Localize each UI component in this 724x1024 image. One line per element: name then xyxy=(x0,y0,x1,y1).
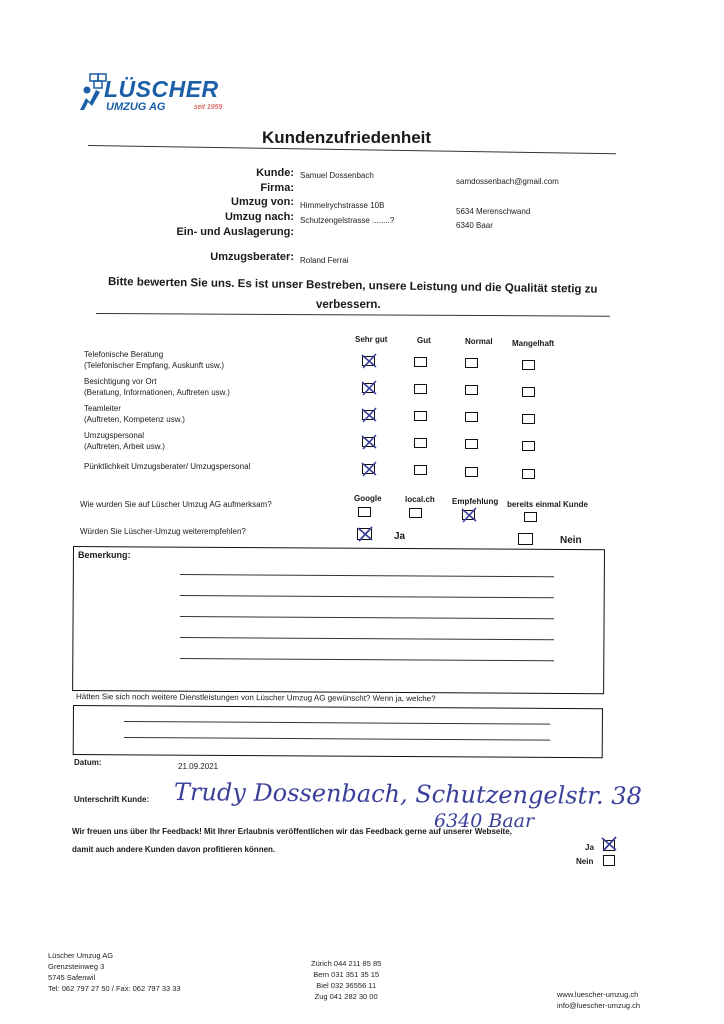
von-city: 5634 Merenschwand xyxy=(456,207,531,216)
nach-city: 6340 Baar xyxy=(456,221,493,230)
recommend-question: Würden Sie Lüscher-Umzug weiterempfehlen? xyxy=(80,527,246,536)
nach-value: Schutzengelstrasse ........? xyxy=(300,216,395,225)
kunde-value: Samuel Dossenbach xyxy=(300,171,374,180)
rating-checkbox[interactable] xyxy=(465,439,478,449)
recommend-no-checkbox[interactable] xyxy=(518,533,533,545)
feedback-line-1: Wir freuen uns über Ihr Feedback! Mit Ihrer Erlaubnis veröffentlichen wir das Feedback gerne auf unserer Webseite, xyxy=(72,827,512,836)
footer-branch-line: Zug 041 282 30 00 xyxy=(314,992,378,1001)
col-sehr-gut: Sehr gut xyxy=(355,335,388,344)
recommend-no-label: Nein xyxy=(560,535,582,546)
footer-branch-line: Zürich 044 211 85 85 xyxy=(311,959,382,968)
rating-row-label xyxy=(84,349,224,371)
rating-checkbox[interactable] xyxy=(465,412,478,422)
rating-checkbox[interactable] xyxy=(522,441,535,451)
firma-label: Firma: xyxy=(260,182,294,194)
footer-website-link[interactable]: www.luescher-umzug.ch xyxy=(557,990,639,999)
col-gut: Gut xyxy=(417,336,431,345)
remark-box[interactable] xyxy=(72,546,605,694)
col-mangelhaft: Mangelhaft xyxy=(512,339,555,348)
von-value: Himmelrychstrasse 10B xyxy=(300,201,385,210)
footer-branches xyxy=(311,958,381,1002)
berater-label: Umzugsberater: xyxy=(210,251,294,263)
signature-line-2: 6340 Baar xyxy=(434,810,535,832)
signature-label: Unterschrift Kunde: xyxy=(74,795,150,804)
footer-address-line: Tel: 062 797 27 50 / Fax: 062 797 33 33 xyxy=(48,984,181,993)
company-since: seit 1959 xyxy=(194,104,223,111)
source-option-google: Google xyxy=(354,494,382,503)
nach-label: Umzug nach: xyxy=(224,211,294,223)
footer-branch-line: Biel 032 36556 11 xyxy=(316,981,377,990)
footer-address-line: 5745 Safenwil xyxy=(48,973,96,982)
page-title: Kundenzufriedenheit xyxy=(262,128,432,147)
footer-address xyxy=(48,950,181,994)
check-mark-icon xyxy=(360,461,378,477)
einlager-label: Ein- und Auslagerung: xyxy=(176,226,294,238)
rating-checkbox[interactable] xyxy=(414,357,427,367)
source-checkbox-google[interactable] xyxy=(358,507,371,517)
footer-address-line: Grenzsteinweg 3 xyxy=(48,962,105,971)
footer-address-line: Lüscher Umzug AG xyxy=(48,951,114,960)
feedback-no-checkbox[interactable] xyxy=(603,855,615,866)
rating-row-title: Umzugspersonal xyxy=(84,431,145,440)
recommend-yes-label: Ja xyxy=(394,531,406,542)
rating-checkbox[interactable] xyxy=(414,384,427,394)
rating-row-title: Teamleiter xyxy=(84,404,121,413)
remark-label: Bemerkung: xyxy=(78,550,131,560)
rating-row-label xyxy=(84,430,165,452)
rating-checkbox[interactable] xyxy=(465,385,478,395)
rating-checkbox[interactable] xyxy=(465,358,478,368)
intro-line-1: Bitte bewerten Sie uns. Es ist unser Bestreben, unsere Leistung und die Qualität stetig zu xyxy=(107,276,598,296)
services-question: Hätten Sie sich noch weitere Dienstleistungen von Lüscher Umzug AG gewünscht? Wenn ja, welche? xyxy=(75,692,436,704)
rating-checkbox[interactable] xyxy=(414,438,427,448)
check-mark-icon xyxy=(600,836,618,852)
rating-checkbox[interactable] xyxy=(522,387,535,397)
feedback-line-2: damit auch andere Kunden davon profitieren können. xyxy=(72,845,276,854)
source-question: Wie wurden Sie auf Lüscher Umzug AG aufmerksam? xyxy=(80,500,272,509)
source-option-local: local.ch xyxy=(405,495,435,504)
source-option-bereits-kunde: bereits einmal Kunde xyxy=(507,500,588,509)
rating-row-detail: (Auftreten, Kompetenz usw.) xyxy=(84,415,185,424)
rating-checkbox[interactable] xyxy=(465,467,478,477)
check-mark-icon xyxy=(360,353,378,369)
company-logo xyxy=(78,72,248,120)
services-box[interactable] xyxy=(73,705,603,758)
source-checkbox-local[interactable] xyxy=(409,508,422,518)
von-label: Umzug von: xyxy=(231,196,294,208)
kunde-label: Kunde: xyxy=(256,167,294,179)
customer-email: samdossenbach@gmail.com xyxy=(456,177,559,186)
date-value: 21.09.2021 xyxy=(178,762,219,771)
feedback-yes-label: Ja xyxy=(585,843,594,852)
source-checkbox-bereits-kunde[interactable] xyxy=(524,512,537,522)
check-mark-icon xyxy=(356,526,374,542)
date-label: Datum: xyxy=(74,758,102,767)
footer-branch-line: Bern 031 351 35 15 xyxy=(313,970,380,979)
check-mark-icon xyxy=(360,407,378,423)
footer-web xyxy=(557,989,640,1011)
intro-rule xyxy=(96,313,610,317)
col-normal: Normal xyxy=(465,337,493,346)
rating-checkbox[interactable] xyxy=(414,411,427,421)
check-mark-icon xyxy=(360,380,378,396)
rating-row-detail: (Beratung, Informationen, Auftreten usw.) xyxy=(84,388,230,397)
rating-row-detail: (Auftreten, Arbeit usw.) xyxy=(84,442,165,451)
rating-checkbox[interactable] xyxy=(522,469,535,479)
footer-email-link[interactable]: info@luescher-umzug.ch xyxy=(557,1001,641,1010)
signature-line-1: Trudy Dossenbach, Schutzengelstr. 38 xyxy=(173,778,642,811)
feedback-no-label: Nein xyxy=(576,857,594,866)
rating-checkbox[interactable] xyxy=(414,465,427,475)
check-mark-icon xyxy=(360,434,378,450)
rating-row-label xyxy=(84,461,250,472)
rating-row-title: Telefonische Beratung xyxy=(84,350,164,359)
rating-row-title: Besichtigung vor Ort xyxy=(84,377,157,386)
rating-checkbox[interactable] xyxy=(522,360,535,370)
rating-row-label xyxy=(84,403,185,425)
rating-row-label xyxy=(84,376,230,398)
rating-row-detail: (Telefonischer Empfang, Auskunft usw.) xyxy=(84,361,225,370)
source-option-empfehlung: Empfehlung xyxy=(452,497,499,506)
check-mark-icon xyxy=(460,507,478,523)
rating-checkbox[interactable] xyxy=(522,414,535,424)
company-sub: UMZUG AG xyxy=(106,101,166,113)
berater-value: Roland Ferrai xyxy=(300,256,349,265)
company-name: LÜSCHER xyxy=(104,76,219,102)
intro-line-2: verbessern. xyxy=(316,299,381,311)
rating-row-title: Pünktlichkeit Umzugsberater/ Umzugspersonal xyxy=(84,462,251,471)
